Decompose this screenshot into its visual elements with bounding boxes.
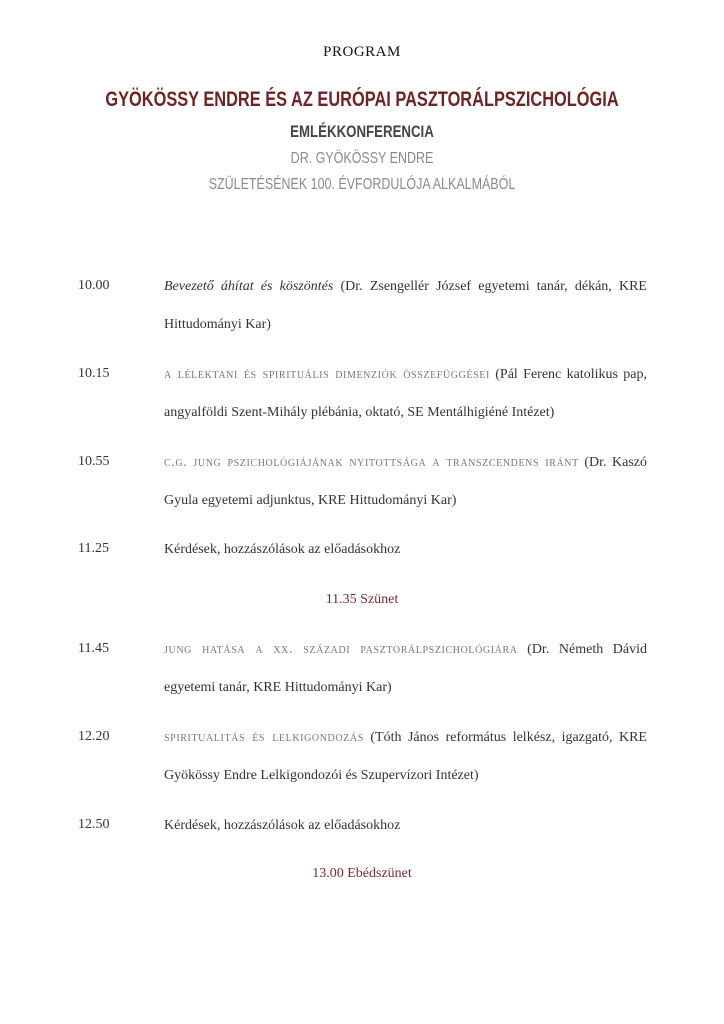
break-label: 13.00 Ebédszünet [312, 866, 412, 881]
program-label: PROGRAM [323, 44, 401, 60]
session-title: c.g. jung pszichológiájának nyitottsága a transzcendens iránt [164, 455, 579, 470]
conference-subtitle: EMLÉKKONFERENCIA [290, 122, 434, 141]
session-time: 11.25 [78, 541, 109, 556]
session-title: a lélektani és spirituális dimenziók összefüggései [164, 367, 490, 382]
session-text: Kérdések, hozzászólások az előadásokhoz [164, 542, 401, 557]
session-title: Bevezető áhítat és köszöntés [164, 279, 334, 294]
session-text [164, 631, 647, 707]
session-title: spiritualitás és lelkigondozás [164, 730, 364, 745]
session-speaker: (Dr. Németh Dávid egyetemi tanár, KRE Hittudományi Kar) [164, 642, 647, 695]
session-text [164, 444, 647, 520]
session-speaker: (Pál Ferenc katolikus pap, angyalföldi Szent-Mihály plébánia, oktató, SE Mentálhigiéné Intézet) [164, 367, 647, 420]
session-time: 12.20 [78, 729, 110, 744]
conference-title: GYÖKÖSSY ENDRE ÉS AZ EURÓPAI PASZTORÁLPSZICHOLÓGIA [105, 88, 619, 111]
session-time: 12.50 [78, 817, 110, 832]
break-label: 11.35 Szünet [325, 592, 399, 607]
session-speaker: (Tóth János református lelkész, igazgató, KRE Gyökössy Endre Lelkigondozói és Szupervízori Intézet) [164, 730, 647, 783]
honoree-name: DR. GYÖKÖSSY ENDRE [290, 150, 434, 167]
session-time: 11.45 [78, 641, 109, 656]
session-speaker: (Dr. Kaszó Gyula egyetemi adjunktus, KRE Hittudományi Kar) [164, 455, 647, 508]
session-text [164, 719, 647, 795]
session-text: Kérdések, hozzászólások az előadásokhoz [164, 818, 401, 833]
session-time: 10.55 [78, 454, 110, 469]
session-text [164, 268, 647, 344]
session-text [164, 356, 647, 432]
session-time: 10.00 [78, 278, 110, 293]
session-title: jung hatása a xx. századi pasztorálpszichológiára [164, 642, 518, 657]
anniversary-line: SZÜLETÉSÉNEK 100. ÉVFORDULÓJA ALKALMÁBÓL [208, 176, 516, 193]
session-speaker: (Dr. Zsengellér József egyetemi tanár, dékán, KRE Hittudományi Kar) [164, 279, 647, 332]
session-time: 10.15 [78, 366, 110, 381]
